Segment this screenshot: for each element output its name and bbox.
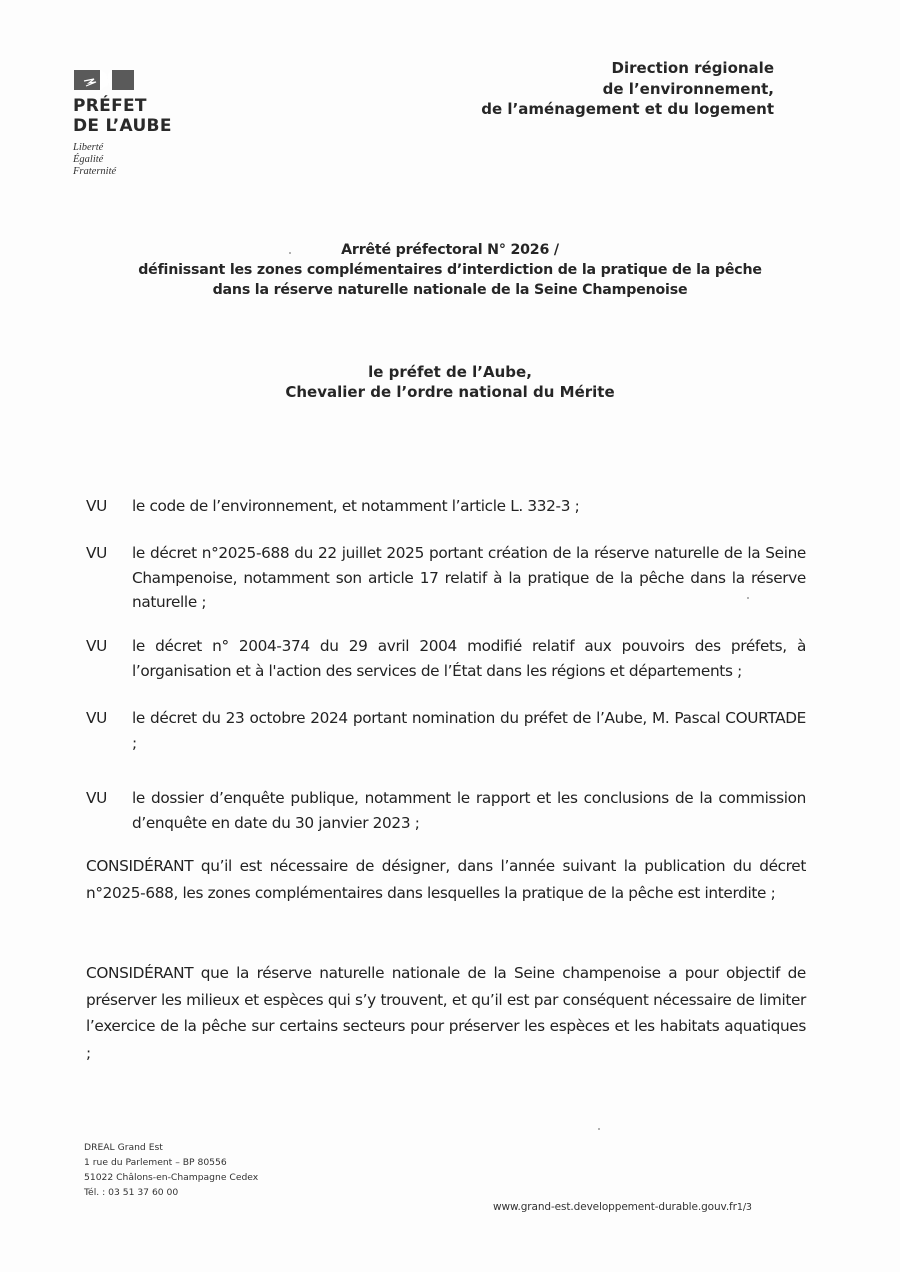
visa-label: VU	[86, 544, 107, 562]
motto-fraternite: Fraternité	[73, 166, 117, 177]
republic-motto	[73, 142, 172, 178]
visa-label: VU	[86, 497, 107, 515]
scan-speck	[289, 252, 291, 254]
motto-egalite: Égalité	[73, 154, 104, 165]
issuing-authority	[0, 362, 900, 402]
footer-address	[84, 1140, 258, 1200]
scan-speck	[747, 597, 749, 599]
visa-label: VU	[86, 637, 107, 655]
address-line: 51022 Châlons-en-Champagne Cedex	[84, 1172, 259, 1183]
visa-item	[86, 494, 806, 519]
authority-line: le préfet de l’Aube,	[368, 363, 532, 381]
address-line: Tél. : 03 51 37 60 00	[84, 1187, 179, 1198]
visa-text: le décret n° 2004-374 du 29 avril 2004 modifié relatif aux pouvoirs des préfets, à l’organisation et à l'action des services de l’État dans les régions et départements ;	[132, 637, 806, 680]
decree-subject-line: définissant les zones complémentaires d’interdiction de la pratique de la pêche	[138, 262, 762, 278]
directorate-line: de l’environnement,	[602, 79, 774, 98]
visa-label: VU	[86, 709, 107, 727]
authority-line: Chevalier de l’ordre national du Mérite	[285, 383, 615, 401]
directorate-line: de l’aménagement et du logement	[481, 100, 774, 118]
visa-text: le décret du 23 octobre 2024 portant nomination du préfet de l’Aube, M. Pascal COURTADE ;	[132, 709, 806, 752]
considerant-paragraph: CONSIDÉRANT qu’il est nécessaire de désigner, dans l’année suivant la publication du décret n°2025-688, les zones complémentaires dans lesquelles la pratique de la pêche est interdite ;	[86, 857, 806, 902]
address-line: DREAL Grand Est	[84, 1142, 163, 1153]
decree-number: Arrêté préfectoral N° 2026 /	[341, 242, 559, 258]
marianne-emblem-icon	[74, 70, 134, 90]
page-number: 1/3	[736, 1202, 752, 1213]
considerant-paragraph: CONSIDÉRANT que la réserve naturelle nationale de la Seine champenoise a pour objectif de préserver les milieux et espèces qui s’y trouvent, et qu’il est par conséquent nécessaire de limiter l’exercice de la pêche sur certains secteurs pour préserver les espèces et les habitats aquatiques ;	[86, 964, 806, 1062]
visa-label: VU	[86, 789, 107, 807]
visa-item	[86, 541, 806, 615]
visa-item	[86, 634, 806, 683]
visa-text: le code de l’environnement, et notamment l’article L. 332-3 ;	[132, 497, 580, 515]
visa-item	[86, 706, 806, 755]
visa-text: le dossier d’enquête publique, notamment le rapport et les conclusions de la commission d’enquête en date du 30 janvier 2023 ;	[132, 789, 806, 832]
footer-website-and-page	[493, 1200, 752, 1215]
scan-speck	[598, 1128, 600, 1130]
prefet-logo	[73, 70, 172, 178]
logo-title-line2: DE L’AUBE	[73, 116, 172, 136]
decree-subject-line: dans la réserve naturelle nationale de la Seine Champenoise	[212, 282, 688, 298]
visa-text: le décret n°2025-688 du 22 juillet 2025 portant création de la réserve naturelle de la Seine Champenoise, notamment son article 17 relatif à la pratique de la pêche dans la réserve naturelle ;	[132, 544, 806, 611]
directorate-line: Direction régionale	[611, 59, 774, 77]
address-line: 1 rue du Parlement – BP 80556	[84, 1157, 227, 1168]
logo-title-line1: PRÉFET	[73, 96, 147, 116]
decree-title	[0, 240, 900, 300]
issuing-directorate	[481, 58, 774, 120]
motto-liberte: Liberté	[73, 142, 104, 153]
visa-item	[86, 786, 806, 835]
website-link[interactable]: www.grand-est.developpement-durable.gouv.fr	[493, 1201, 737, 1213]
